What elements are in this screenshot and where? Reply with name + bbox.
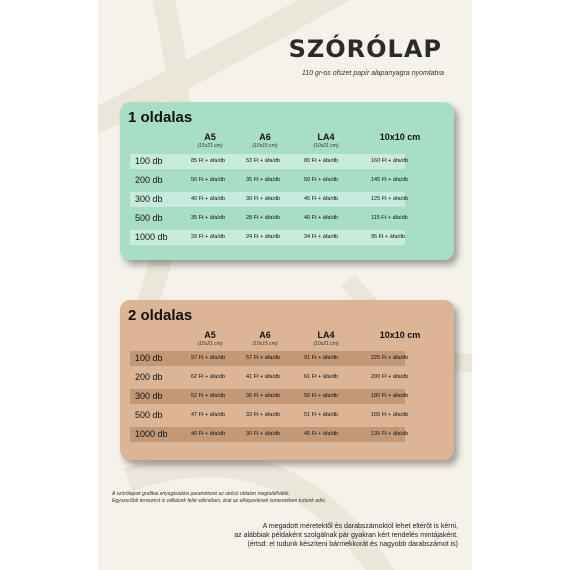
table-row bbox=[130, 173, 409, 188]
column-header-10x10 bbox=[365, 330, 435, 340]
column-header-a6 bbox=[235, 132, 295, 149]
table-row bbox=[130, 192, 409, 207]
price-cell: 35 Ft + áfa/db bbox=[191, 215, 226, 221]
card-heading: 1 oldalas bbox=[128, 109, 193, 126]
row-quantity: 100 db bbox=[135, 353, 163, 363]
column-size: A5 bbox=[204, 132, 216, 142]
price-cell: 30 Ft + áfa/db bbox=[246, 196, 281, 202]
row-quantity: 300 db bbox=[135, 391, 163, 401]
table-row bbox=[130, 370, 409, 385]
price-cell: 40 Ft + áfa/db bbox=[191, 196, 226, 202]
page-title: SZÓRÓLAP bbox=[288, 35, 442, 63]
column-header-a5 bbox=[180, 132, 240, 149]
price-cell: 160 Ft + áfa/db bbox=[371, 158, 409, 164]
column-dimension: (10x15 cm) bbox=[252, 341, 278, 347]
table-row bbox=[130, 427, 409, 442]
row-quantity: 200 db bbox=[135, 372, 163, 382]
price-cell: 91 Ft + áfa/db bbox=[304, 355, 339, 361]
column-size: A6 bbox=[259, 330, 271, 340]
column-header-a6 bbox=[235, 330, 295, 347]
column-header-la4 bbox=[296, 330, 356, 347]
price-cell: 45 Ft + áfa/db bbox=[304, 196, 339, 202]
column-size: LA4 bbox=[317, 132, 335, 142]
column-dimension: (15x21 cm) bbox=[197, 341, 223, 347]
column-dimension: (10x15 cm) bbox=[252, 143, 278, 149]
column-dimension: (10x21 cm) bbox=[313, 143, 339, 149]
price-cell: 28 Ft + áfa/db bbox=[191, 234, 226, 240]
price-card-two-sided bbox=[120, 300, 454, 460]
price-cell: 80 Ft + áfa/db bbox=[304, 158, 339, 164]
column-header-la4 bbox=[296, 132, 356, 149]
column-header-10x10 bbox=[365, 132, 435, 142]
column-dimension: (15x21 cm) bbox=[197, 143, 223, 149]
price-cell: 95 Ft + áfa/db bbox=[371, 234, 406, 240]
price-card-one-sided bbox=[120, 102, 454, 260]
table-row bbox=[130, 351, 409, 366]
column-size: 10x10 cm bbox=[379, 330, 421, 340]
card-heading: 2 oldalas bbox=[128, 307, 193, 324]
table-row bbox=[130, 389, 409, 404]
price-cell: 225 Ft + áfa/db bbox=[371, 355, 409, 361]
row-quantity: 100 db bbox=[135, 156, 163, 166]
price-cell: 35 Ft + áfa/db bbox=[246, 177, 281, 183]
price-cell: 97 Ft + áfa/db bbox=[191, 355, 226, 361]
price-cell: 53 Ft + áfa/db bbox=[246, 158, 281, 164]
footnote-line: A szórólapok grafikai anyagleadási paraméterei az utolsó oldalon megtalálhatók. bbox=[112, 491, 290, 497]
row-quantity: 200 db bbox=[135, 175, 163, 185]
price-cell: 52 Ft + áfa/db bbox=[191, 393, 226, 399]
price-cell: 24 Ft + áfa/db bbox=[246, 234, 281, 240]
price-cell: 51 Ft + áfa/db bbox=[304, 412, 339, 418]
price-cell: 34 Ft + áfa/db bbox=[304, 234, 339, 240]
column-size: 10x10 cm bbox=[379, 132, 421, 142]
price-cell: 36 Ft + áfa/db bbox=[246, 393, 281, 399]
table-row bbox=[130, 211, 408, 226]
footnote-line: Egyszerűbb tervezést is vállalunk felár ellenében, árat az elképzelések ismeretében tudunk adni. bbox=[112, 498, 327, 504]
note-line: A megadott méretektől és darabszámoktól lehet eltérőt is kérni, bbox=[262, 523, 458, 530]
background-decoration bbox=[98, 0, 472, 570]
note-line: az alábbiak példaként szolgálnak pár gyakran kért rendelés mintájaként. bbox=[234, 532, 458, 539]
price-cell: 56 Ft + áfa/db bbox=[304, 393, 339, 399]
price-cell: 30 Ft + áfa/db bbox=[246, 431, 281, 437]
table-row bbox=[130, 230, 405, 245]
price-cell: 200 Ft + áfa/db bbox=[371, 374, 409, 380]
custom-order-note bbox=[198, 522, 458, 549]
price-cell: 50 Ft + áfa/db bbox=[191, 177, 226, 183]
price-cell: 85 Ft + áfa/db bbox=[191, 158, 226, 164]
price-cell: 135 Ft + áfa/db bbox=[371, 431, 409, 437]
column-header-a5 bbox=[180, 330, 240, 347]
row-quantity: 1000 db bbox=[135, 429, 168, 439]
price-cell: 180 Ft + áfa/db bbox=[371, 393, 409, 399]
table-row bbox=[130, 408, 409, 423]
price-cell: 28 Ft + áfa/db bbox=[246, 215, 281, 221]
price-cell: 33 Ft + áfa/db bbox=[246, 412, 281, 418]
flyer-page bbox=[98, 0, 472, 570]
column-dimension: (10x21 cm) bbox=[313, 341, 339, 347]
price-cell: 115 Ft + áfa/db bbox=[371, 215, 408, 221]
note-line: (értsd: el tudunk készíteni bármekkorát és nagyobb darabszámot is) bbox=[247, 541, 458, 548]
page-subtitle: 110 gr-os ofszet papír alapanyagra nyomtatva bbox=[301, 70, 444, 77]
price-cell: 50 Ft + áfa/db bbox=[304, 177, 339, 183]
row-quantity: 1000 db bbox=[135, 232, 168, 242]
column-size: LA4 bbox=[317, 330, 335, 340]
price-cell: 62 Ft + áfa/db bbox=[191, 374, 226, 380]
price-cell: 57 Ft + áfa/db bbox=[246, 355, 281, 361]
price-cell: 125 Ft + áfa/db bbox=[371, 196, 409, 202]
price-cell: 145 Ft + áfa/db bbox=[371, 177, 409, 183]
row-quantity: 500 db bbox=[135, 410, 163, 420]
price-cell: 61 Ft + áfa/db bbox=[304, 374, 339, 380]
row-quantity: 500 db bbox=[135, 213, 163, 223]
price-cell: 41 Ft + áfa/db bbox=[246, 374, 281, 380]
price-cell: 45 Ft + áfa/db bbox=[304, 431, 339, 437]
footnote bbox=[112, 491, 326, 505]
table-row bbox=[130, 154, 409, 169]
price-cell: 165 Ft + áfa/db bbox=[371, 412, 409, 418]
price-cell: 40 Ft + áfa/db bbox=[304, 215, 339, 221]
price-cell: 47 Ft + áfa/db bbox=[191, 412, 226, 418]
row-quantity: 300 db bbox=[135, 194, 163, 204]
column-size: A6 bbox=[259, 132, 271, 142]
column-size: A5 bbox=[204, 330, 216, 340]
price-cell: 40 Ft + áfa/db bbox=[191, 431, 226, 437]
